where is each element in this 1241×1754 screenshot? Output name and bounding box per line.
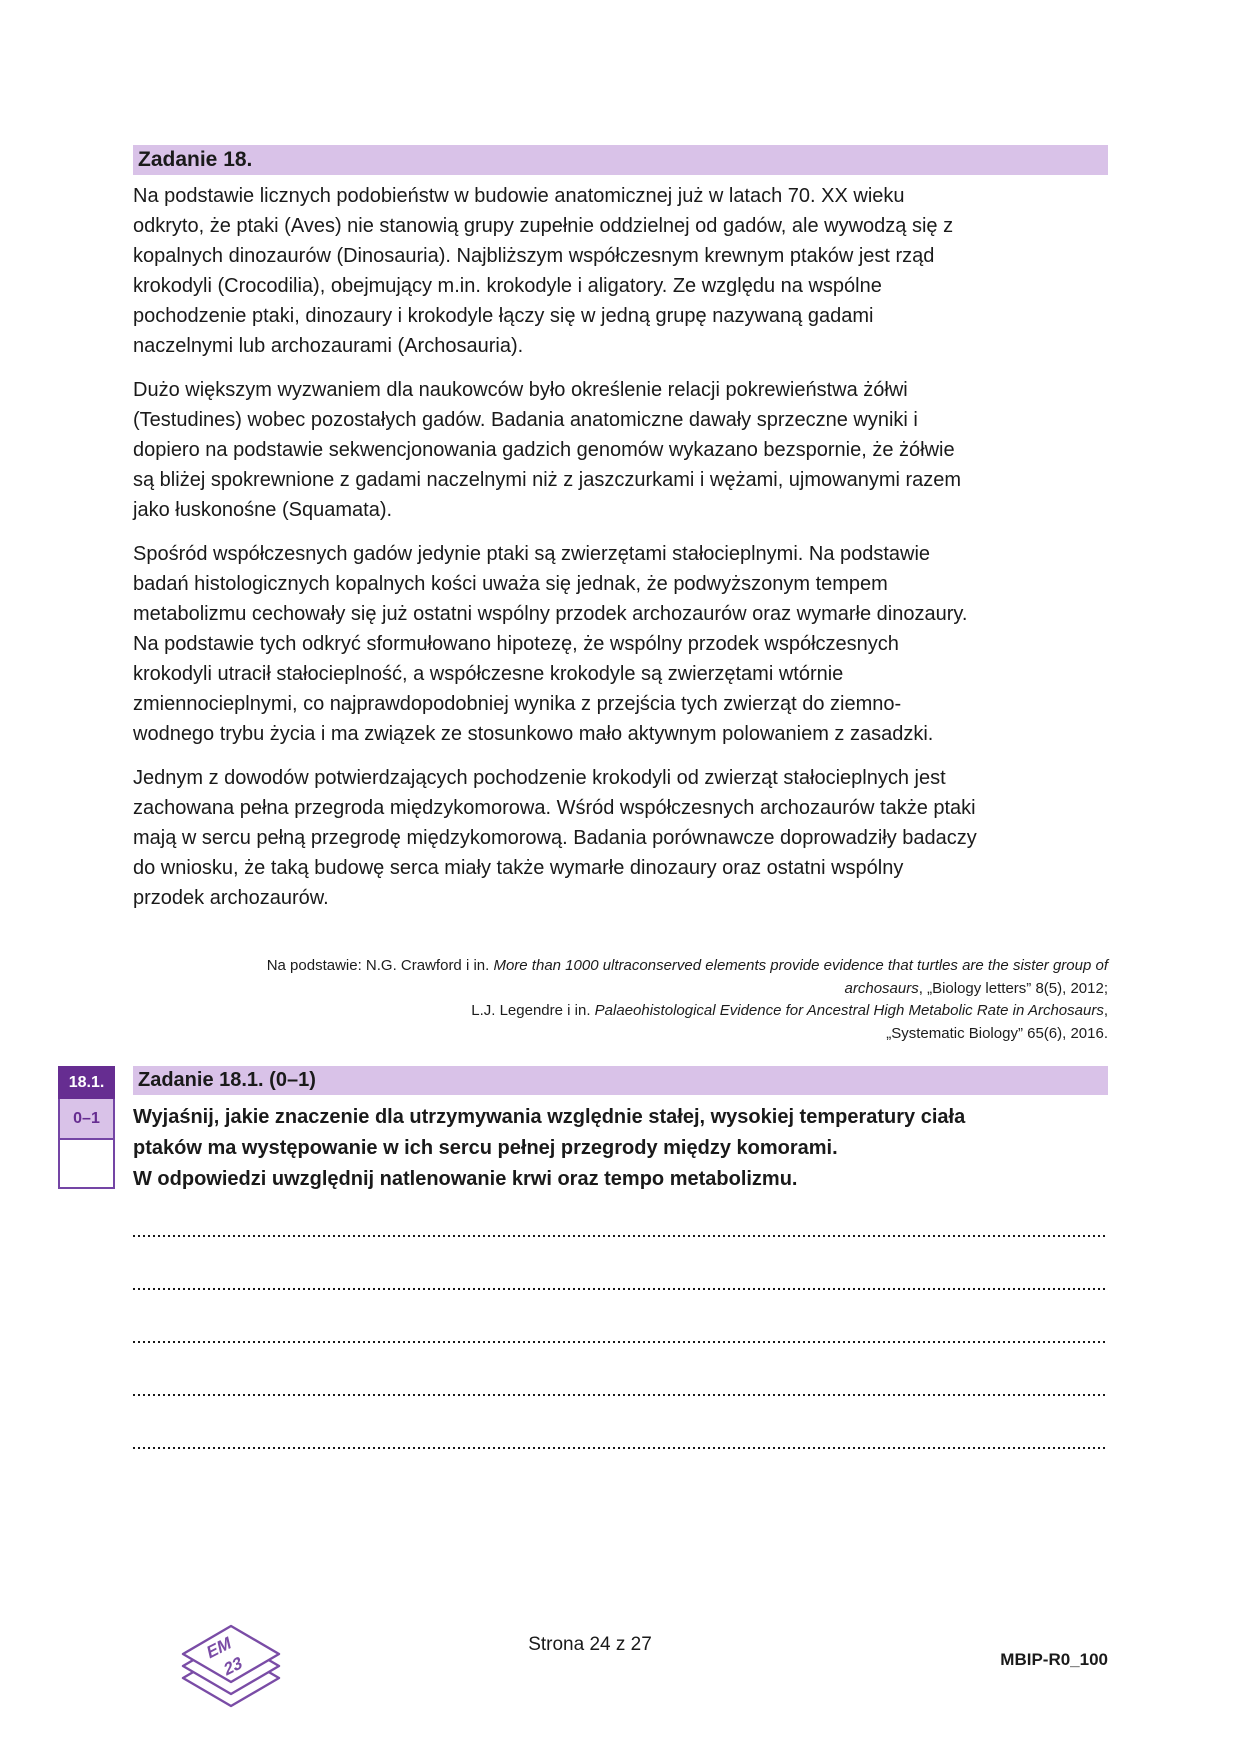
answer-dotted-line: [133, 1446, 1108, 1449]
task-18-title: Zadanie 18.: [138, 148, 253, 171]
citation-line: „Systematic Biology” 65(6), 2016.: [886, 1024, 1108, 1042]
citation-line: archosaurs, „Biology letters” 8(5), 2012;: [844, 979, 1108, 997]
question-line: Wyjaśnij, jakie znaczenie dla utrzymywania względnie stałej, wysokiej temperatury ciała ptaków ma występowanie w ich sercu pełnej przegrody między komorami.: [133, 1106, 966, 1159]
exam-logo: [179, 1622, 283, 1718]
paragraph: Na podstawie licznych podobieństw w budowie anatomicznej już w latach 70. XX wieku odkryto, że ptaki (Aves) nie stanowią grupy zupełnie oddzielnej od gadów, ale wywodzą się z kopalnych dinozaurów (Dinosauria). Najbliższym współczesnym krewnym ptaków jest rząd krokodyli (Crocodilia), obejmujący m.in. krokodyle i aligatory. Ze względu na wspólne pochodzenie ptaki, dinozaury i krokodyle łączy się w jedną grupę nazywaną gadami naczelnymi lub archozaurami (Archosauria).: [133, 185, 954, 357]
paragraph: Jednym z dowodów potwierdzających pochodzenie krokodyli od zwierząt stałocieplnych jest zachowana pełna przegroda międzykomorowa. Wśród współczesnych archozaurów także ptaki mają w sercu pełną przegrodę międzykomorową. Badania porównawcze doprowadziły badaczy do wniosku, że taką budowę serca miały także wymarłe dinozaury oraz ostatni wspólny przodek archozaurów.: [133, 767, 977, 909]
points-range-box: 0–1: [58, 1099, 115, 1140]
answer-dotted-line: [133, 1340, 1108, 1343]
logo-text-23: 23: [222, 1651, 244, 1680]
sheet-code: MBIP-R0_100: [1000, 1650, 1108, 1669]
citation-line: L.J. Legendre i in. Palaeohistological Evidence for Ancestral High Metabolic Rate in Archosaurs,: [471, 1002, 1108, 1019]
score-entry-box: [58, 1140, 115, 1189]
paragraph: Spośród współczesnych gadów jedynie ptaki są zwierzętami stałocieplnymi. Na podstawie badań histologicznych kopalnych kości uważa się jednak, że podwyższonym tempem metabolizmu cechowały się już ostatni wspólny przodek archozaurów oraz wymarłe dinozaury. Na podstawie tych odkryć sformułowano hipotezę, że wspólny przodek współczesnych krokodyli utracił stałocieplność, a współczesne krokodyle są zwierzętami wtórnie zmiennocieplnymi, co najprawdopodobniej wynika z przejścia tych zwierząt do ziemno-wodnego trybu życia i ma związek ze stosunkowo mało aktywnym polowaniem z zasadzki.: [133, 543, 968, 745]
task-18-1-question: [133, 1102, 1013, 1195]
source-citation: [133, 955, 1108, 1045]
logo-text-em: EM: [205, 1631, 233, 1663]
task-margin-box: [58, 1066, 115, 1189]
paragraph: Dużo większym wyzwaniem dla naukowców było określenie relacji pokrewieństwa żółwi (Testudines) wobec pozostałych gadów. Badania anatomiczne dawały sprzeczne wyniki i dopiero na podstawie sekwencjonowania gadzich genomów wykazano bezspornie, że żółwie są bliżej spokrewnione z gadami naczelnymi niż z jaszczurkami i wężami, ujmowanymi razem jako łuskonośne (Squamata).: [133, 379, 962, 521]
task-18-header-bar: [133, 145, 1108, 175]
answer-dotted-line: [133, 1234, 1108, 1237]
task-18-1-title: Zadanie 18.1. (0–1): [138, 1069, 316, 1091]
citation-line: Na podstawie: N.G. Crawford i in. More than 1000 ultraconserved elements provide evidence that turtles are the sister group of: [266, 957, 1108, 974]
answer-dotted-line: [133, 1393, 1108, 1396]
answer-dotted-line: [133, 1287, 1108, 1290]
task-18-text: [133, 181, 978, 927]
task-number-box: 18.1.: [58, 1066, 115, 1099]
question-line: W odpowiedzi uwzględnij natlenowanie krwi oraz tempo metabolizmu.: [133, 1168, 798, 1190]
task-18-1-header-bar: [133, 1066, 1108, 1095]
page-number: Strona 24 z 27: [528, 1634, 652, 1655]
